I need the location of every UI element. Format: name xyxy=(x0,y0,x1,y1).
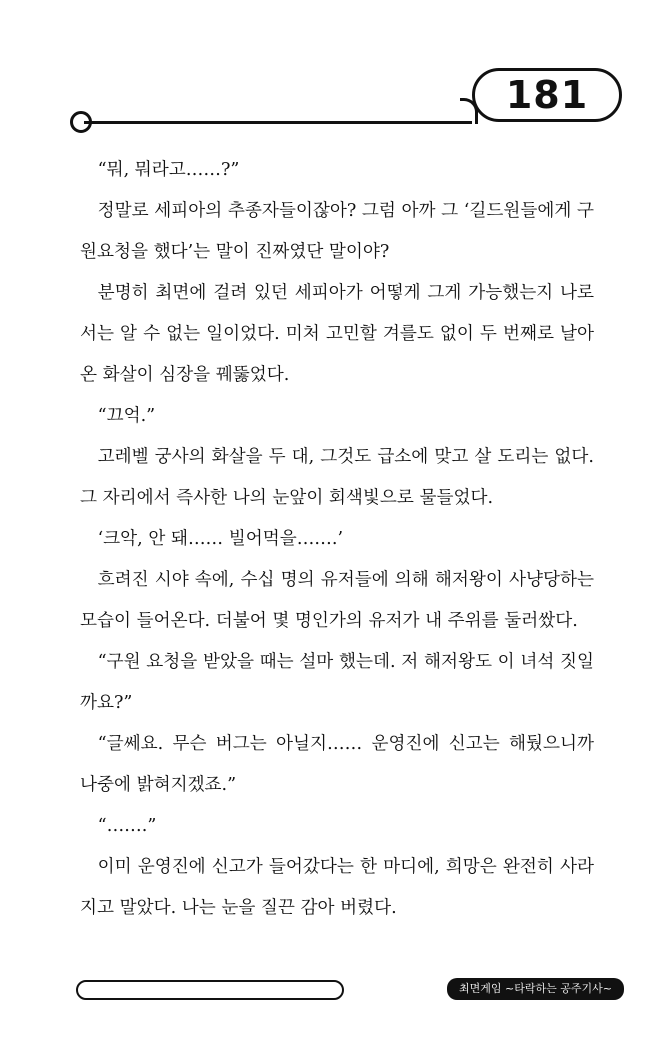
paragraph: 흐려진 시야 속에, 수십 명의 유저들에 의해 해저왕이 사냥당하는 모습이 들어온다. 더불어 몇 명인가의 유저가 내 주위를 둘러쌌다. xyxy=(80,570,594,631)
page-footer xyxy=(76,978,624,1002)
paragraph: 이미 운영진에 신고가 들어갔다는 한 마디에, 희망은 완전히 사라지고 말았다. 나는 눈을 질끈 감아 버렸다. xyxy=(80,857,594,918)
paragraph: 정말로 세피아의 추종자들이잖아? 그럼 아까 그 ‘길드원들에게 구원요청을 했다’는 말이 진짜였단 말이야? xyxy=(80,201,594,262)
paragraph: “…….” xyxy=(97,816,157,836)
paragraph: 고레벨 궁사의 화살을 두 대, 그것도 급소에 맞고 살 도리는 없다. 그 자리에서 즉사한 나의 눈앞이 회색빛으로 물들었다. xyxy=(80,447,594,508)
paragraph: “뭐, 뭐라고……?” xyxy=(97,160,240,180)
page-number: 181 xyxy=(505,73,589,117)
paragraph: ‘크악, 안 돼…… 빌어먹을…….’ xyxy=(97,529,344,549)
footer-decorative-bar xyxy=(76,980,344,1000)
paragraph: “끄억.” xyxy=(97,406,156,426)
book-title-tag: 최면게임 ~타락하는 공주기사~ xyxy=(447,978,624,1000)
page-body xyxy=(80,150,594,929)
header-rule xyxy=(84,121,472,124)
page-number-badge xyxy=(472,68,622,122)
paragraph: 분명히 최면에 걸려 있던 세피아가 어떻게 그게 가능했는지 나로서는 알 수 없는 일이었다. 미처 고민할 겨를도 없이 두 번째로 날아온 화살이 심장을 꿰뚫었다. xyxy=(80,283,594,385)
page-header xyxy=(0,68,668,138)
paragraph: “구원 요청을 받았을 때는 설마 했는데. 저 해저왕도 이 녀석 짓일까요?” xyxy=(80,652,594,713)
paragraph: “글쎄요. 무슨 버그는 아닐지…… 운영진에 신고는 해뒀으니까 나중에 밝혀지겠죠.” xyxy=(80,734,594,795)
